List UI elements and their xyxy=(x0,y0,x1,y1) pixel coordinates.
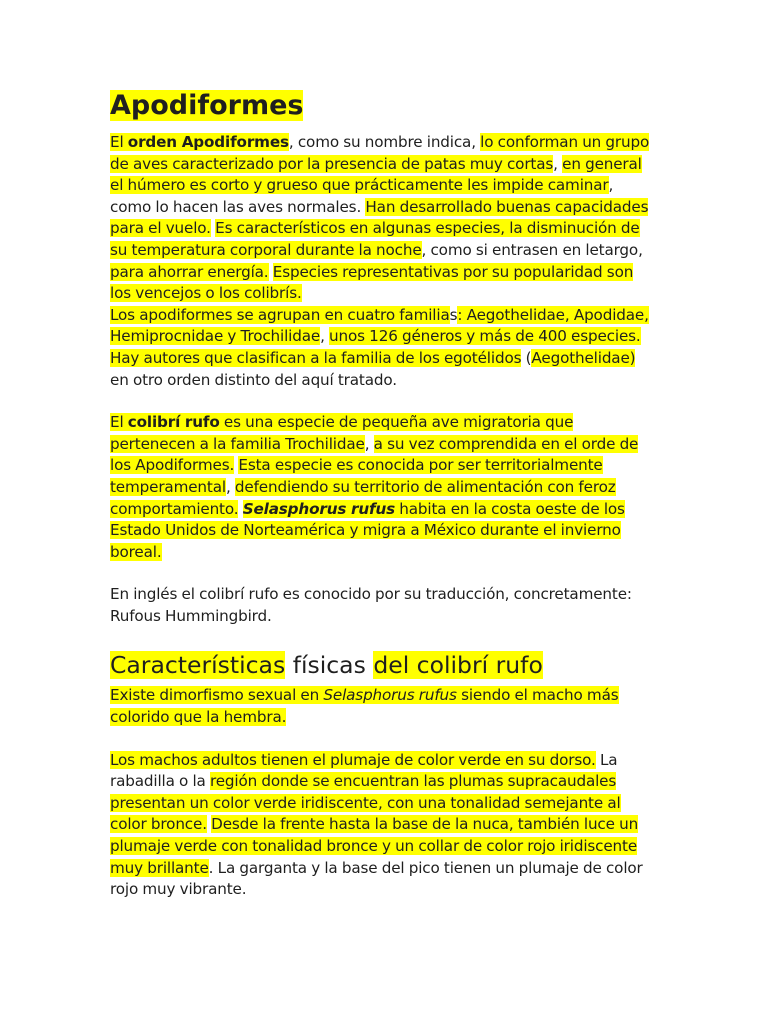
text-run: ( xyxy=(521,348,532,367)
page-title-text: Apodiformes xyxy=(110,90,304,121)
text-run: . La garganta y la base del pico tienen un plumaje de color rojo muy vibrante. xyxy=(110,858,643,899)
text-run: Los apodiformes se agrupan en cuatro familia xyxy=(110,305,450,324)
text-run: El xyxy=(110,133,128,151)
text-run: siendo el macho más colorido que la hembra. xyxy=(110,686,619,727)
text-run: Selasphorus rufus xyxy=(242,499,395,518)
text-run: del colibrí rufo xyxy=(373,651,543,680)
text-run: s xyxy=(449,305,458,324)
text-run: , xyxy=(364,434,374,453)
text-run: físicas xyxy=(285,651,374,680)
text-run: , xyxy=(320,327,330,346)
text-run: Es característicos en algunas especies, la disminución de su temperatura corporal durante la noche xyxy=(110,219,640,259)
text-run: Características xyxy=(110,651,286,680)
text-run: región donde se encuentran las plumas supracaudales presentan un color verde iridiscente, con una tonalidad semejante al color bronce. xyxy=(110,772,621,834)
text-run: Aegothelidae) xyxy=(531,348,636,367)
text-run: Existe dimorfismo sexual en xyxy=(110,686,324,705)
text-run: El xyxy=(110,413,128,432)
text-run: En inglés el colibrí rufo es conocido por su traducción, concretamente: Rufous Hummingbird. xyxy=(110,585,632,625)
text-run: para ahorrar energía. xyxy=(110,262,269,281)
text-run: en otro orden distinto del aquí tratado. xyxy=(110,370,397,389)
paragraph-colibri-rufo xyxy=(110,412,658,563)
text-run: Hay autores que clasifican a la familia de los egotélidos xyxy=(110,348,522,367)
text-run: Esta especie es conocida por ser territorialmente temperamental xyxy=(110,456,603,496)
text-run: , xyxy=(225,477,235,496)
text-run: Los machos adultos tienen el plumaje de color verde en su dorso. xyxy=(110,750,596,769)
text-run: es una especie de pequeña ave migratoria que pertenecen a la familia Trochilidae xyxy=(110,413,574,453)
text-run: La rabadilla o la xyxy=(110,750,618,791)
text-run: Especies representativas por su popularidad son los vencejos o los colibrís. xyxy=(110,262,634,303)
paragraph-english-name xyxy=(110,584,658,627)
text-run: habita en la costa oeste de los Estado Unidos de Norteamérica y migra a México durante el invierno boreal. xyxy=(110,499,625,561)
text-run: a su vez comprendida en el orde de los Apodiformes. xyxy=(110,434,639,475)
text-run: defendiendo su territorio de alimentación con feroz comportamiento. xyxy=(110,477,616,518)
text-run: unos 126 géneros y más de 400 especies. xyxy=(329,327,641,346)
text-run: orden Apodiformes xyxy=(127,133,289,151)
text-run: : Aegothelidae, Apodidae, xyxy=(457,305,649,324)
text-run: , xyxy=(553,154,563,173)
section-heading-caracteristicas xyxy=(110,648,658,682)
text-run: , como si entrasen en letargo, xyxy=(421,240,643,259)
paragraph-plumaje-machos xyxy=(110,750,658,901)
text-run: lo conforman un grupo de aves caracterizado por la presencia de patas muy cortas xyxy=(110,133,650,173)
text-run: Hemiprocnidae y Trochilidae xyxy=(110,327,321,346)
paragraph-apodiformes-families xyxy=(110,305,658,391)
page-title xyxy=(110,86,658,126)
text-run: colibrí rufo xyxy=(127,413,220,432)
text-run: , como su nombre indica, xyxy=(288,133,481,151)
document-content xyxy=(110,86,658,901)
text-run: en general el húmero es corto y grueso que prácticamente les impide caminar xyxy=(110,154,642,195)
paragraph-apodiformes-intro xyxy=(110,132,658,305)
text-run: Desde la frente hasta la base de la nuca, también luce un plumaje verde con tonalidad bronce y un collar de color rojo iridiscente muy brillante xyxy=(110,815,639,877)
text-run: , como lo hacen las aves normales. xyxy=(110,176,614,216)
text-run: Selasphorus rufus xyxy=(323,686,457,705)
paragraph-dimorfismo xyxy=(110,685,658,728)
text-run: Han desarrollado buenas capacidades para el vuelo. xyxy=(110,197,649,238)
